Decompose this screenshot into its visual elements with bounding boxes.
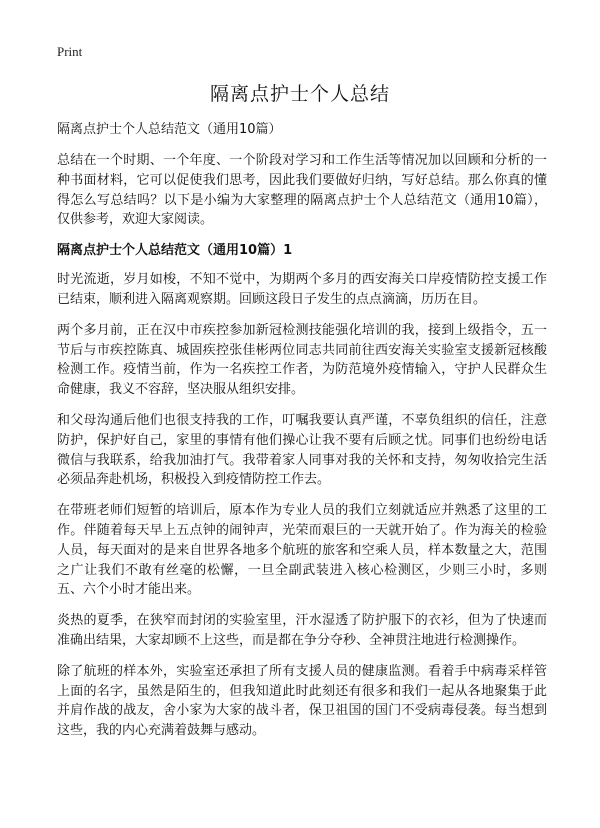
body-paragraph: 和父母沟通后他们也很支持我的工作，叮嘱我要认真严谨，不辜负组织的信任，注意防护，保护好自己，家里的事情有他们操心让我不要有后顾之忧。同事们也纷纷电话微信与我联系，给我加油打气。我带着家人同事对我的关怀和支持，匆匆收拾完生活必须品奔赴机场，积极投入到疫情防控工作去。: [57, 412, 547, 488]
body-paragraph: 炎热的夏季，在狭窄而封闭的实验室里，汗水湿透了防护服下的衣衫，但为了快速而准确出结果，大家却顾不上这些，而是都在争分夺秒、全神贯注地进行检测操作。: [57, 613, 547, 648]
document-body: [57, 121, 547, 752]
print-link[interactable]: Print: [57, 44, 83, 59]
body-paragraph: 除了航班的样本外，实验室还承担了所有支援人员的健康监测。看着手中病毒采样管上面的名字，虽然是陌生的，但我知道此时此刻还有很多和我们一起从各地聚集于此并肩作战的战友，舍小家为大家的战斗者，保卫祖国的国门不受病毒侵袭。每当想到这些，我的内心充满着鼓舞与感动。: [57, 663, 547, 739]
document-subtitle: 隔离点护士个人总结范文（通用10篇）: [57, 122, 282, 137]
section-heading: 隔离点护士个人总结范文（通用10篇）1: [57, 243, 293, 259]
page-title: 隔离点护士个人总结: [209, 83, 390, 105]
body-paragraph: 在带班老师们短暂的培训后，原本作为专业人员的我们立刻就适应并熟悉了这里的工作。伴随着每天早上五点钟的闹钟声，光荣而艰巨的一天就开始了。作为海关的检验人员，每天面对的是来自世界各地多个航班的旅客和空乘人员，样本数量之大，范围之广让我们不敢有丝毫的松懈，一旦全副武装进入核心检测区，少则三小时，多则五、六个小时才能出来。: [57, 503, 547, 598]
body-paragraph: 时光流逝，岁月如梭，不知不觉中，为期两个多月的西安海关口岸疫情防控支援工作已结束，顺利进入隔离观察期。回顾这段日子发生的点点滴滴，历历在目。: [57, 272, 547, 307]
body-paragraph: 两个多月前，正在汉中市疾控参加新冠检测技能强化培训的我，接到上级指令，五一节后与市疾控陈真、城固疾控张佳彬两位同志共同前往西安海关实验室支援新冠核酸检测工作。疫情当前，作为一名疾控工作者，为防范境外疫情输入，守护人民群众生命健康，我义不容辞，坚决服从组织安排。: [57, 322, 547, 398]
intro-paragraph: 总结在一个时期、一个年度、一个阶段对学习和工作生活等情况加以回顾和分析的一种书面材料，它可以促使我们思考，因此我们要做好归纳，写好总结。那么你真的懂得怎么写总结吗？以下是小编为大家整理的隔离点护士个人总结范文（通用10篇），仅供参考，欢迎大家阅读。: [57, 153, 547, 228]
